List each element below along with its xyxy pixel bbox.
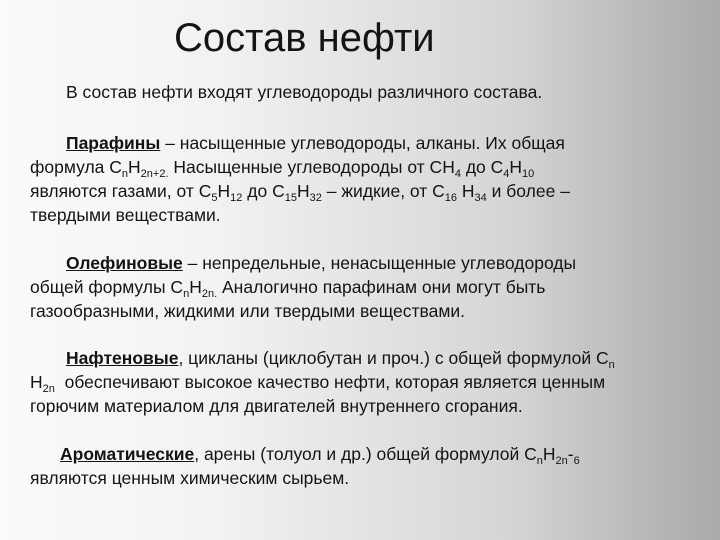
subscript: n bbox=[121, 168, 129, 180]
aromatics-line-2: являются ценным химическим сырьем. bbox=[30, 468, 350, 488]
text-fragment: формула C bbox=[30, 157, 122, 177]
text-fragment: Аналогично парафинам они могут быть bbox=[217, 277, 546, 297]
olefins-term: Олефиновые bbox=[66, 253, 183, 273]
text-fragment: обеспечивают высокое качество нефти, которая является ценным bbox=[54, 372, 606, 392]
text-fragment: H bbox=[542, 444, 556, 464]
subscript: 34 bbox=[474, 192, 487, 204]
text-fragment: являются газами, от C bbox=[30, 181, 212, 201]
paraffins-line-1 bbox=[30, 131, 670, 155]
naphthenes-line-3: горючим материалом для двигателей внутреннего сгорания. bbox=[30, 396, 523, 416]
text-fragment: H bbox=[217, 181, 231, 201]
text-fragment: , арены (толуол и др.) общей формулой C bbox=[194, 444, 537, 464]
subscript: 15 bbox=[284, 192, 297, 204]
text-fragment: H bbox=[457, 181, 475, 201]
naphthenes-line-2 bbox=[30, 370, 670, 394]
subscript: 2n+2. bbox=[140, 168, 169, 180]
naphthenes-line-1 bbox=[30, 346, 670, 370]
aromatics-line-1 bbox=[30, 442, 670, 466]
subscript: 6 bbox=[573, 455, 580, 467]
subscript: 12 bbox=[230, 192, 243, 204]
text-fragment: - bbox=[567, 444, 574, 464]
text-fragment: , циклaны (циклобутан и проч.) с общей формулой C bbox=[178, 348, 609, 368]
paraffins-line-2 bbox=[30, 155, 670, 179]
text-fragment: до C bbox=[242, 181, 285, 201]
olefins-line-1 bbox=[30, 251, 670, 275]
subscript: n bbox=[536, 455, 543, 467]
subscript: n bbox=[608, 359, 615, 371]
paraffins-line-4: твердыми веществами. bbox=[30, 205, 221, 225]
subscript: 32 bbox=[309, 192, 322, 204]
subscript: 4 bbox=[454, 168, 461, 180]
olefins-paragraph bbox=[30, 251, 670, 323]
subscript: 10 bbox=[522, 168, 535, 180]
subscript: 4 bbox=[503, 168, 510, 180]
text-fragment: H bbox=[30, 372, 43, 392]
subscript: 16 bbox=[444, 192, 458, 204]
text-fragment: общей формулы C bbox=[30, 277, 184, 297]
olefins-text: – непредельные, ненасыщенные углеводороды bbox=[182, 253, 577, 273]
text-fragment: H bbox=[509, 157, 523, 177]
subscript: 5 bbox=[211, 192, 218, 204]
intro-text: В состав нефти входят углеводороды различного состава. bbox=[66, 82, 543, 102]
text-fragment: до C bbox=[460, 157, 504, 177]
aromatics-term: Ароматические bbox=[60, 444, 195, 464]
text-fragment: H bbox=[128, 157, 141, 177]
text-fragment: и более – bbox=[486, 181, 570, 201]
olefins-line-3: газообразными, жидкими или твердыми веществами. bbox=[30, 301, 466, 321]
paraffins-paragraph bbox=[30, 131, 670, 227]
text-fragment: H bbox=[189, 277, 202, 297]
text-fragment: H bbox=[296, 181, 310, 201]
naphthenes-term: Нафтеновые bbox=[66, 348, 179, 368]
intro-paragraph bbox=[30, 80, 670, 104]
paraffins-text: – насыщенные углеводороды, алканы. Их общая bbox=[160, 133, 565, 153]
slide-title: Состав нефти bbox=[174, 16, 435, 60]
text-fragment: Насыщенные углеводороды от CH bbox=[168, 157, 455, 177]
subscript: 2n. bbox=[201, 288, 218, 300]
paraffins-line-3 bbox=[30, 179, 670, 203]
paraffins-term: Парафины bbox=[66, 133, 161, 153]
subscript: 2n bbox=[42, 383, 55, 395]
olefins-line-2 bbox=[30, 275, 670, 299]
text-fragment: – жидкие, от C bbox=[321, 181, 445, 201]
subscript: n bbox=[183, 288, 190, 300]
subscript: 2n bbox=[555, 455, 568, 467]
aromatics-paragraph bbox=[30, 442, 670, 490]
naphthenes-paragraph bbox=[30, 346, 670, 418]
